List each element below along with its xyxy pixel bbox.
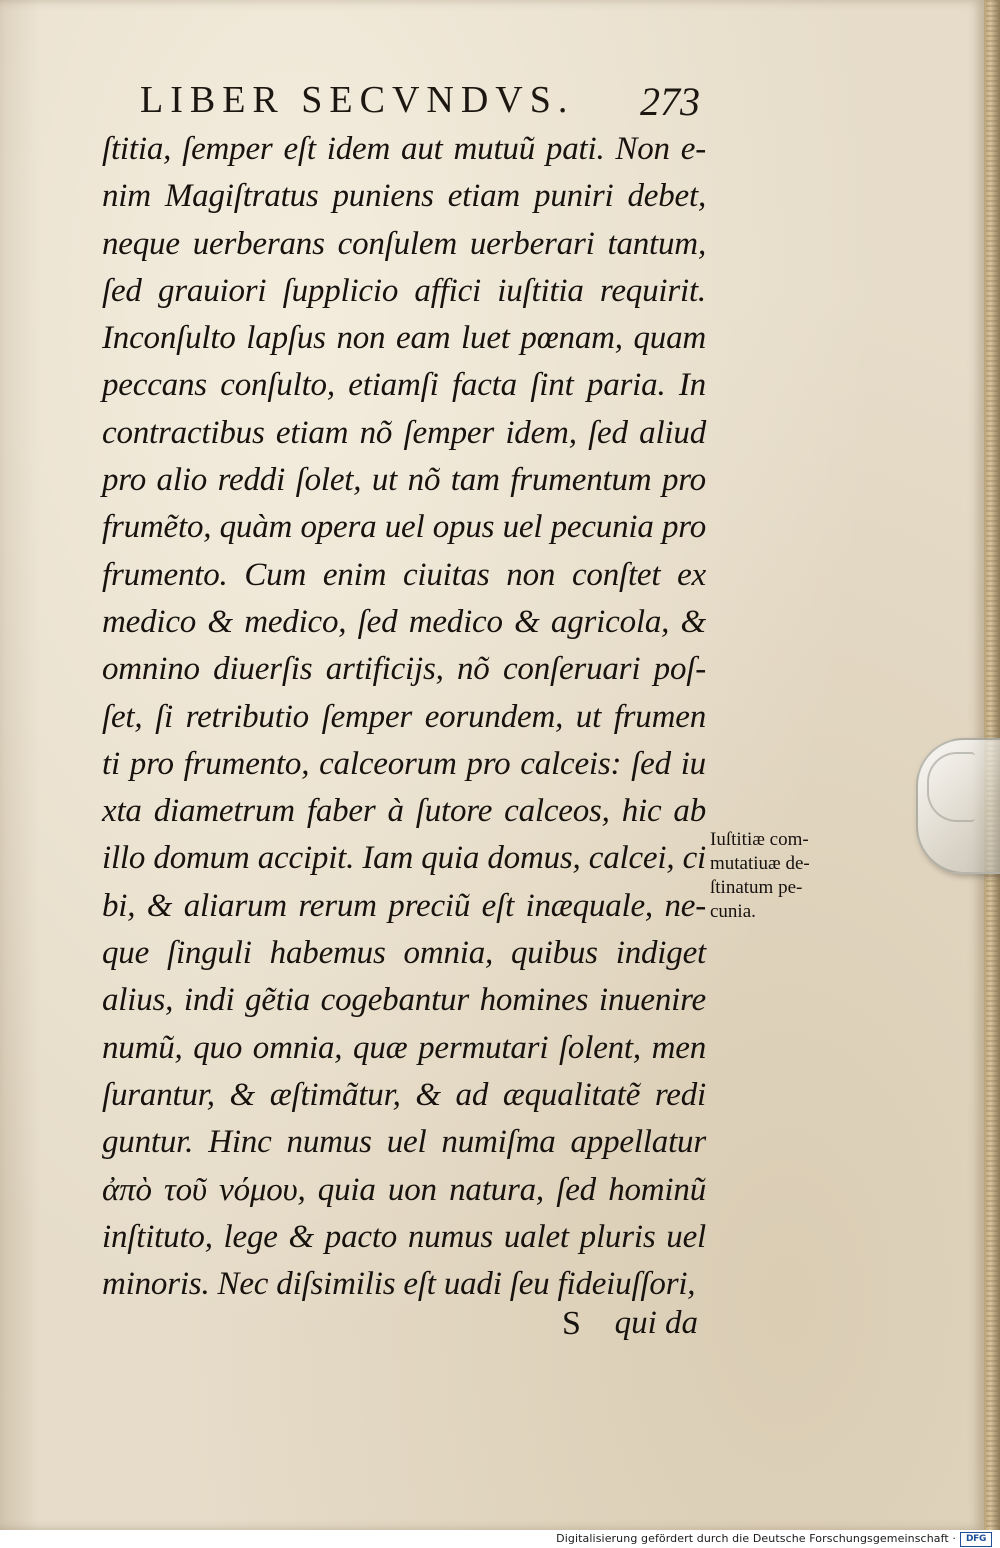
text-line: frumento. Cum enim ciuitas non conſtet ex — [102, 556, 706, 593]
margin-note-line: mutatiuæ de- — [710, 853, 810, 874]
text-line: frumẽto, quàm opera uel opus uel pecunia pro — [102, 509, 706, 546]
text-line: xta diametrum faber à ſutore calceos, hic ab — [102, 793, 706, 830]
text-line: ſurantur, & æſtimãtur, & ad æqualitatẽ redi — [102, 1076, 706, 1113]
bookmark-clip-notch — [927, 752, 975, 822]
text-line: alius, indi gẽtia cogebantur homines inuenire — [102, 982, 706, 1019]
margin-note-line: cunia. — [710, 901, 756, 922]
text-line: ſet, ſi retributio ſemper eorundem, ut frumen — [102, 698, 706, 735]
text-line: ἀπὸ τοῦ νόμου, quia uon natura, ſed hominũ — [102, 1171, 706, 1208]
text-line: que ſinguli habemus omnia, quibus indiget — [102, 935, 706, 972]
signature-mark: S — [562, 1305, 581, 1342]
text-line: minoris. Nec diſsimilis eſt uadi ſeu fideiuſſori, — [102, 1266, 696, 1303]
funding-notice: Digitalisierung gefördert durch die Deutsche Forschungsgemeinschaft · — [556, 1532, 956, 1545]
text-line: peccans conſulto, etiamſi facta ſint paria. In — [102, 367, 706, 404]
text-line: guntur. Hinc numus uel numiſma appellatur — [102, 1124, 706, 1161]
text-line: ſtitia, ſemper eſt idem aut mutuũ pati. Non e- — [102, 131, 706, 167]
text-line: pro alio reddi ſolet, ut nõ tam frumentum pro — [102, 462, 706, 499]
text-line: medico & medico, ſed medico & agricola, & — [102, 603, 706, 640]
text-line: omnino diuerſis artificijs, nõ conſeruari poſ- — [102, 651, 706, 688]
page-footer — [102, 1305, 698, 1355]
header-title: LIBER SECVNDVS. — [140, 79, 575, 121]
text-line: inſtituto, lege & pacto numus ualet pluris uel — [102, 1218, 706, 1255]
text-line: illo domum accipit. Iam quia domus, calcei, ci — [102, 840, 706, 877]
dfg-logo: DFG — [960, 1532, 992, 1547]
text-line: numũ, quo omnia, quæ permutari ſolent, men — [102, 1029, 706, 1066]
text-line: contractibus etiam nõ ſemper idem, ſed aliud — [102, 414, 706, 451]
text-line: Inconſulto lapſus non eam luet pœnam, quam — [102, 320, 706, 357]
text-line: bi, & aliarum rerum preciũ eſt inæquale, ne- — [102, 887, 706, 924]
running-head — [140, 78, 700, 124]
margin-note-line: Iuſtitiæ com- — [710, 829, 809, 850]
text-line: ſed grauiori ſupplicio affici iuſtitia requirit. — [102, 272, 706, 309]
catchword: qui da — [614, 1305, 698, 1341]
margin-note-line: ſtinatum pe- — [710, 877, 803, 898]
margin-note — [710, 828, 860, 924]
text-line: nim Magiſtratus puniens etiam puniri debet, — [102, 178, 706, 215]
text-line: ti pro frumento, calceorum pro calceis: ſed iu — [102, 745, 706, 782]
text-line: neque uerberans conſulem uerberari tantum, — [102, 225, 706, 262]
body-text — [102, 126, 706, 1308]
page-number: 273 — [640, 79, 700, 124]
